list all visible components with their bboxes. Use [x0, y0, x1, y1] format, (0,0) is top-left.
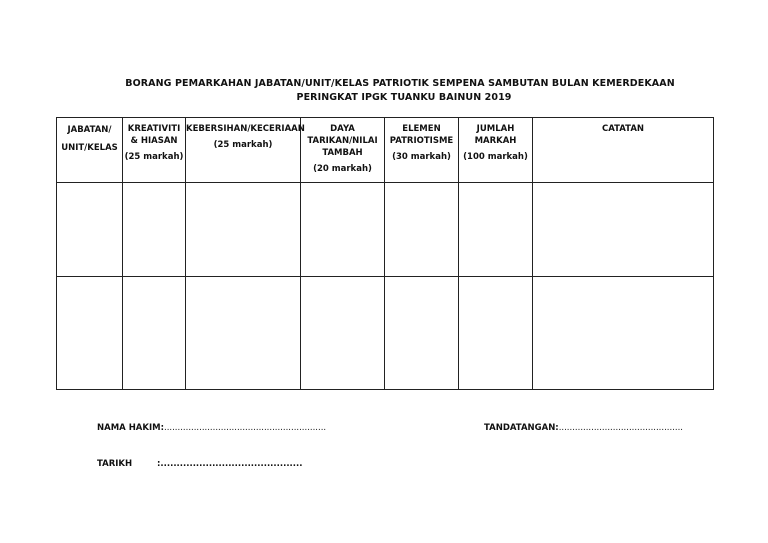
judge-name-label: NAMA HAKIM: — [97, 423, 164, 433]
column-header-creativity — [123, 118, 186, 183]
form-title-line-1: BORANG PEMARKAHAN JABATAN/UNIT/KELAS PATRIOTIK SEMPENA SAMBUTAN BULAN KEMERDEKAAN — [125, 78, 675, 89]
column-header-patriotism — [385, 118, 459, 183]
column-header-attraction — [301, 118, 385, 183]
column-header-text: CATATAN — [601, 124, 645, 134]
column-header-marks: (100 markah) — [463, 152, 528, 162]
signature-line: .............................................. — [558, 423, 683, 433]
judge-name-field[interactable] — [97, 423, 326, 433]
table-header-row — [57, 118, 714, 183]
table-cell-department[interactable] — [57, 183, 123, 277]
column-header-marks: (25 markah) — [213, 140, 273, 150]
column-header-text: UNIT/KELAS — [61, 143, 118, 153]
table-cell-patriotism[interactable] — [385, 277, 459, 390]
column-header-text: JABATAN/ — [67, 125, 112, 135]
column-header-text: PATRIOTISME — [389, 136, 454, 146]
form-title-line-2: PERINGKAT IPGK TUANKU BAINUN 2019 — [296, 92, 512, 103]
table-row — [57, 277, 714, 390]
column-header-department — [57, 118, 123, 183]
table-row — [57, 183, 714, 277]
date-line[interactable]: :............................................ — [157, 459, 303, 469]
column-header-notes — [533, 118, 714, 183]
column-header-text: KREATIVITI — [127, 124, 181, 134]
table-cell-creativity[interactable] — [123, 183, 186, 277]
column-header-marks: (30 markah) — [392, 152, 451, 162]
table-cell-total[interactable] — [459, 183, 533, 277]
column-header-text: KEBERSIHAN/KECERIAAN — [186, 124, 305, 134]
table-cell-cleanliness[interactable] — [186, 183, 301, 277]
table-cell-notes[interactable] — [533, 183, 714, 277]
date-label: TARIKH — [97, 459, 133, 469]
column-header-marks: (25 markah) — [124, 152, 184, 162]
table-cell-patriotism[interactable] — [385, 183, 459, 277]
table-cell-creativity[interactable] — [123, 277, 186, 390]
table-cell-attraction[interactable] — [301, 277, 385, 390]
column-header-text: & HIASAN — [130, 136, 178, 146]
table-cell-attraction[interactable] — [301, 183, 385, 277]
judge-name-line: ............................................................ — [164, 423, 327, 433]
signature-label: TANDATANGAN: — [484, 423, 559, 433]
column-header-text: JUMLAH — [476, 124, 515, 134]
table-cell-total[interactable] — [459, 277, 533, 390]
scoring-table — [56, 117, 714, 390]
column-header-text: TAMBAH — [322, 148, 363, 158]
column-header-text: DAYA — [330, 124, 355, 134]
column-header-text: MARKAH — [474, 136, 517, 146]
signature-field[interactable] — [484, 423, 683, 433]
column-header-marks: (20 markah) — [313, 164, 372, 174]
column-header-text: TARIKAN/NILAI — [307, 136, 378, 146]
column-header-cleanliness — [186, 118, 305, 183]
table-cell-cleanliness[interactable] — [186, 277, 301, 390]
column-header-total — [459, 118, 533, 183]
column-header-text: ELEMEN — [402, 124, 441, 134]
table-cell-notes[interactable] — [533, 277, 714, 390]
table-cell-department[interactable] — [57, 277, 123, 390]
